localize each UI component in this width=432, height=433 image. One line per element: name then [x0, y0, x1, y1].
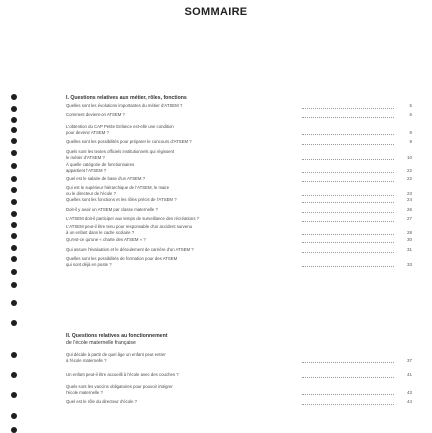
page-number: 5	[409, 103, 412, 108]
bullet-icon	[11, 211, 17, 217]
bullet-icon	[11, 94, 17, 100]
bullet-icon	[11, 282, 17, 288]
dot-leader	[302, 377, 394, 378]
toc-entry-text: pour devenir ATSEM ?	[66, 129, 109, 135]
toc-entry-text: appartient l'ATSEM ?	[66, 167, 107, 173]
page-number: 31	[406, 247, 412, 252]
toc-entry-text: Un enfant peut-il être accueilli à l'école avec des couches ?	[66, 372, 179, 377]
section-heading-2-line: II. Questions relatives au fonctionnement	[66, 333, 168, 339]
toc-entry-text: à un enfant dans le cadre scolaire ?	[66, 229, 135, 235]
page-number: 22	[406, 176, 412, 181]
page-number: 33	[406, 261, 412, 267]
dot-leader	[302, 221, 394, 222]
bullet-icon	[11, 163, 17, 169]
bullet-icon	[11, 300, 17, 306]
bullet-icon	[11, 269, 17, 275]
toc-entry-text: Qui est le supérieur hiérarchique de l'ATSEM, le maire	[66, 185, 170, 190]
bullet-icon	[11, 245, 17, 251]
dot-leader	[302, 266, 394, 267]
toc-entry-text: Quelles sont les évolutions importantes du métier d'ATSEM ?	[66, 103, 183, 108]
dot-leader	[302, 144, 394, 145]
bullet-icon	[11, 199, 17, 205]
bullet-icon	[11, 427, 17, 433]
dot-leader	[302, 242, 394, 243]
toc-entry-text: Quels sont les vaccins obligatoires pour pouvoir intégrer	[66, 384, 173, 389]
dot-leader	[302, 181, 394, 182]
dot-leader	[302, 134, 394, 135]
page-number: 26	[406, 207, 412, 212]
page-number: 24	[406, 197, 412, 202]
toc-entry-text: qui sont déjà en poste ?	[66, 261, 112, 267]
bullet-icon	[11, 372, 17, 378]
toc-entry-text: le métier d'ATSEM ?	[66, 154, 105, 160]
page-title: SOMMAIRE	[184, 6, 248, 18]
toc-entry-text: Quels sont les textes officiels institutionnels qui régissent	[66, 149, 175, 154]
page-number: 37	[406, 357, 412, 363]
toc-entry-text: Quel est le salaire de base d'un ATSEM ?	[66, 176, 146, 181]
bullet-icon	[11, 176, 17, 182]
page-number: 8	[409, 129, 412, 135]
dot-leader	[302, 159, 394, 160]
dot-leader	[302, 362, 394, 363]
dot-leader	[302, 404, 394, 405]
toc-entry-text: Quel est le rôle du directeur d'école ?	[66, 399, 138, 404]
bullet-icon	[11, 352, 17, 358]
table-of-contents	[62, 0, 422, 432]
toc-entry-text: Quelles sont les possibilités pour préparer le concours d'ATSEM ?	[66, 139, 192, 144]
toc-entry-text: Qui assure l'évaluation et le déroulement de carrière d'un ATSEM ?	[66, 247, 194, 252]
dot-leader	[302, 195, 394, 196]
page-number: 10	[406, 154, 412, 160]
bullet-icon	[11, 187, 17, 193]
page-number: 22	[406, 167, 412, 173]
dot-leader	[302, 394, 394, 395]
toc-entry-text: Quelles sont les possibilités de formation pour des ATSEM	[66, 256, 178, 261]
bullet-icon	[11, 413, 17, 419]
bullet-icon	[11, 320, 17, 326]
toc-entry-text: Qui décide à partir de quel âge un enfant peut entrer	[66, 352, 166, 357]
page-number: 41	[406, 372, 412, 377]
section-heading-2-line: de l'école maternelle française	[66, 340, 136, 346]
page-number: 27	[406, 216, 412, 221]
page-number: 30	[406, 237, 412, 242]
toc-entry-text: à l'école maternelle ?	[66, 357, 107, 363]
toc-entry-text: Doit-il y avoir un ATSEM par classe maternelle ?	[66, 207, 158, 212]
bullet-icon	[11, 392, 17, 398]
section-heading-1: I. Questions relatives aux métier, rôles, fonctions	[66, 95, 187, 101]
dot-leader	[302, 117, 394, 118]
page-number: 9	[409, 139, 412, 144]
toc-entry-text: L'obtention du CAP Petite Enfance est-elle une condition	[66, 124, 174, 129]
bullet-icon	[11, 222, 17, 228]
bullet-icon	[11, 233, 17, 239]
page-number: 6	[409, 112, 412, 117]
toc-entry-text: L'ATSEM doit-il participer aux temps de surveillance des récréations ?	[66, 216, 200, 221]
toc-entry-text: Quelles sont les fonctions et les rôles précis de l'ATSEM ?	[66, 197, 177, 202]
bullet-icon	[11, 150, 17, 156]
bullet-icon	[11, 256, 17, 262]
page-number: 28	[406, 229, 412, 235]
page-number: 43	[406, 389, 412, 395]
dot-leader	[302, 108, 394, 109]
bullet-icon	[11, 127, 17, 133]
toc-entry-text: À quelle catégorie de fonctionnaires	[66, 162, 135, 167]
toc-entry-text: ou le directeur de l'école ?	[66, 190, 117, 196]
bullet-icon	[11, 106, 17, 112]
dot-leader	[302, 252, 394, 253]
toc-entry-text: L'ATSEM peut-il être tenu pour responsable d'un accident survenu	[66, 224, 193, 229]
dot-leader	[302, 234, 394, 235]
dot-leader	[302, 172, 394, 173]
bullet-icon	[11, 117, 17, 123]
dot-leader	[302, 202, 394, 203]
toc-entry-text: Comment devient-on ATSEM ?	[66, 112, 125, 117]
section-heading-2	[66, 333, 167, 347]
dot-leader	[302, 212, 394, 213]
page-number: 23	[406, 190, 412, 196]
toc-entry-text: Qu'est-ce qu'une « charte des ATSEM » ?	[66, 237, 146, 242]
toc-entry-text: l'école maternelle ?	[66, 389, 103, 395]
bullet-column	[11, 0, 51, 432]
bullet-icon	[11, 138, 17, 144]
page-number: 44	[406, 399, 412, 404]
